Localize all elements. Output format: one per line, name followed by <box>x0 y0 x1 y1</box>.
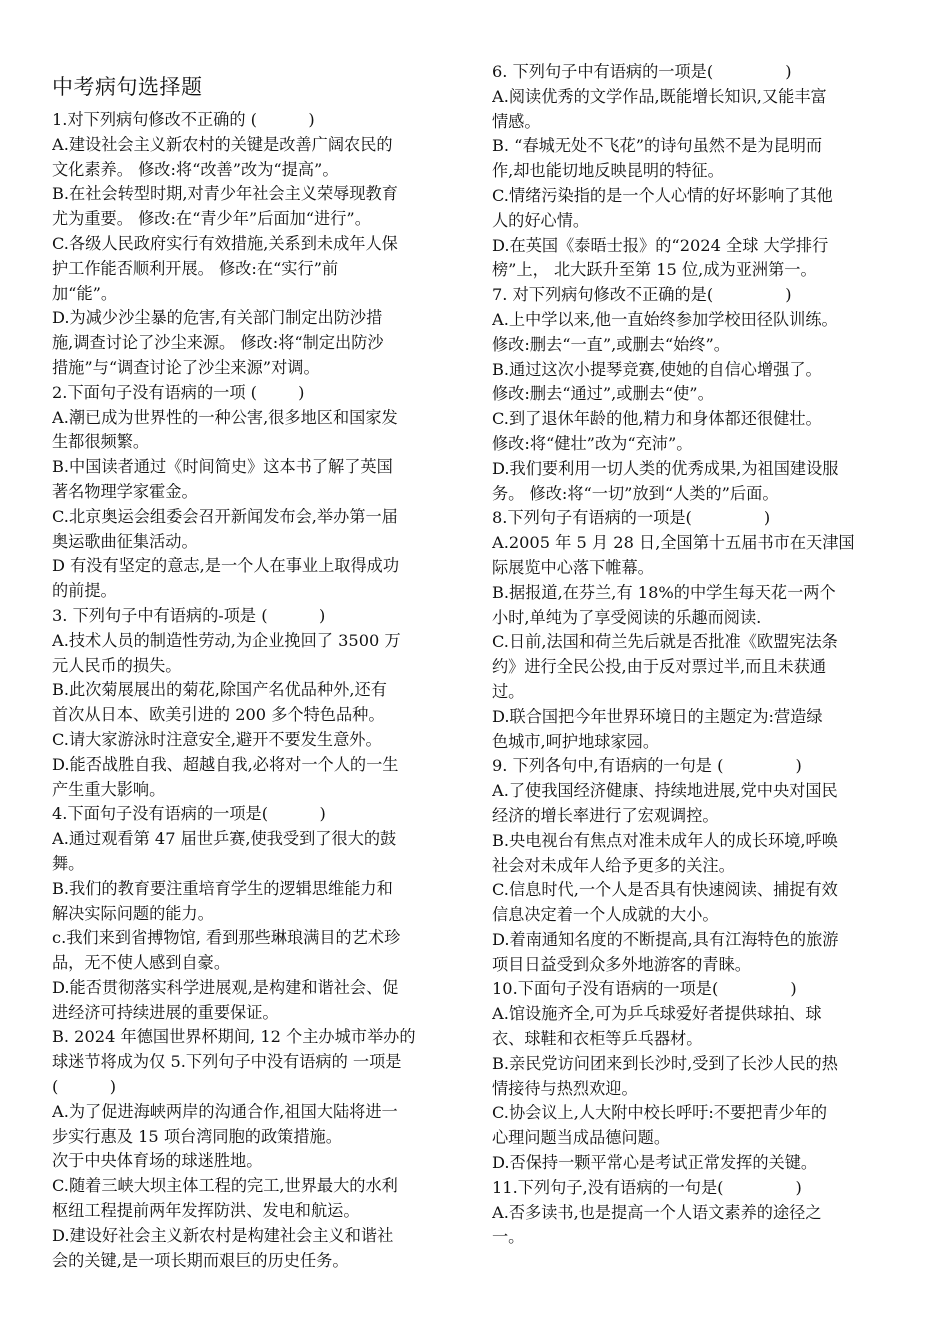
text-line: A.为了促进海峡两岸的沟通合作,祖国大陆将进一 <box>52 1101 398 1121</box>
text-line: B.在社会转型时期,对青少年社会主义荣辱现教育 <box>52 184 398 204</box>
text-line: A.馆设施齐全,可为乒乓球爱好者提供球拍、球 <box>492 1004 822 1024</box>
text-line: c.我们来到省搏物馆, 看到那些琳琅满目的艺术珍 <box>52 928 401 948</box>
text-line: 一。 <box>492 1227 525 1247</box>
text-line: A.建设社会主义新农村的关键是改善广阔农民的 <box>52 134 393 154</box>
text-line: 10.下面句子没有语病的一项是( ) <box>492 979 797 999</box>
text-line: C.各级人民政府实行有效措施,关系到未成年人保 <box>52 233 398 253</box>
text-line: A.潮已成为世界性的一种公害,很多地区和国家发 <box>52 407 398 427</box>
text-line: 奥运歌曲征集活动。 <box>52 531 198 551</box>
text-line: D.为减少沙尘暴的危害,有关部门制定出防沙措 <box>52 308 383 328</box>
text-line: 经济的增长率进行了宏观调控。 <box>492 805 719 825</box>
text-line: D.在英国《泰晤士报》的“2024 全球 大学排行 <box>492 235 829 255</box>
text-line: 产生重大影响。 <box>52 779 166 799</box>
text-line: 约》进行全民公投,由于反对票过半,而且未获通 <box>492 657 827 677</box>
text-line: 作,却也能切地反映昆明的特征。 <box>492 161 724 181</box>
text-line: 修改:删去“通过”,或删去“使”。 <box>492 384 714 404</box>
text-line: B.通过这次小提琴竞赛,使她的自信心增强了。 <box>492 359 822 379</box>
text-line: D 有没有坚定的意志,是一个人在事业上取得成功 <box>52 556 400 576</box>
text-line: 情接待与热烈欢迎。 <box>492 1078 638 1098</box>
text-line: 榜”上， 北大跃升至第 15 位,成为亚洲第一。 <box>492 260 817 280</box>
document-title: 中考病句选择题 <box>52 75 203 99</box>
text-line: D.着南通知名度的不断提高,具有江海特色的旅游 <box>492 929 839 949</box>
text-line: B.据报道,在芬兰,有 18%的中学生每天花一两个 <box>492 582 836 602</box>
text-line: A.通过观看第 47 届世乒赛,使我受到了很大的鼓 <box>52 829 397 849</box>
text-line: A.阅读优秀的文学作品,既能增长知识,又能丰富 <box>492 86 827 106</box>
text-line: 1.对下列病句修改不正确的 ( ) <box>52 110 315 129</box>
text-line: 7. 对下列病句修改不正确的是( ) <box>492 285 792 305</box>
text-line: 际展览中心落下帷幕。 <box>492 557 654 577</box>
text-line: 元人民币的损失。 <box>52 655 182 675</box>
text-line: 会的关键,是一项长期而艰巨的历史任务。 <box>52 1250 349 1270</box>
text-line: 护工作能否顺利开展。 修改:在“实行”前 <box>52 258 339 278</box>
left-column <box>52 60 464 1273</box>
text-line: 球迷节将成为仅 5.下列句子中没有语病的 一项是 <box>52 1052 402 1072</box>
text-line: C.请大家游泳时注意安全,避开不要发生意外。 <box>52 729 382 749</box>
text-line: 舞。 <box>52 853 85 873</box>
text-line: 6. 下列句子中有语病的一项是( ) <box>492 62 792 81</box>
text-line: 信息决定着一个人成就的大小。 <box>492 905 719 925</box>
text-line: D.能否贯彻落实科学进展观,是构建和谐社会、促 <box>52 977 399 997</box>
text-line: 过。 <box>492 681 525 701</box>
text-line: C.协会议上,人大附中校长呼吁:不要把青少年的 <box>492 1103 828 1123</box>
text-line: ( ) <box>52 1077 117 1097</box>
text-line: 人的好心情。 <box>492 210 590 230</box>
text-line: D.我们要利用一切人类的优秀成果,为祖国建设服 <box>492 458 839 478</box>
text-line: 措施”与“调查讨论了沙尘来源”对调。 <box>52 357 320 377</box>
text-line: C.日前,法国和荷兰先后就是否批准《欧盟宪法条 <box>492 632 838 652</box>
left-text-block <box>52 108 464 1273</box>
right-column <box>492 60 904 1250</box>
text-line: 解决实际问题的能力。 <box>52 903 214 923</box>
text-line: 色城市,呵护地球家园。 <box>492 731 660 751</box>
text-line: D.联合国把今年世界环境日的主题定为:营造绿 <box>492 706 823 726</box>
text-line: 首次从日本、欧美引进的 200 多个特色品种。 <box>52 705 385 725</box>
text-line: B.亲民党访问团来到长沙时,受到了长沙人民的热 <box>492 1053 838 1073</box>
text-line: 的前提。 <box>52 581 117 601</box>
text-line: 社会对未成年人给予更多的关注。 <box>492 855 735 875</box>
text-line: B.我们的教育要注重培育学生的逻辑思维能力和 <box>52 878 393 898</box>
text-line: D.否保持一颗平常心是考试正常发挥的关键。 <box>492 1153 818 1173</box>
text-line: C.北京奥运会组委会召开新闻发布会,举办第一届 <box>52 506 398 526</box>
text-line: 心理问题当成品德问题。 <box>492 1128 671 1148</box>
right-text-block <box>492 60 904 1250</box>
text-line: A.2005 年 5 月 28 日,全国第十五届书市在天津国 <box>492 533 855 553</box>
text-line: B. 2024 年德国世界杯期间, 12 个主办城市举办的 <box>52 1027 416 1047</box>
text-line: A.了使我国经济健康、持续地进展,党中央对国民 <box>492 781 838 801</box>
text-line: 品，无不使人感到自豪。 <box>52 953 231 973</box>
text-line: 9. 下列各句中,有语病的一句是 ( ) <box>492 756 802 776</box>
text-line: D.建设好社会主义新农村是构建社会主义和谐社 <box>52 1225 394 1245</box>
text-line: 4.下面句子没有语病的一项是( ) <box>52 804 326 824</box>
text-line: A.上中学以来,他一直始终参加学校田径队训练。 <box>492 309 838 329</box>
text-line: 加“能”。 <box>52 283 118 303</box>
text-line: 项目日益受到众多外地游客的青睐。 <box>492 954 751 974</box>
text-line: 尤为重要。 修改:在“青少年”后面加“进行”。 <box>52 209 371 229</box>
text-line: B.央电视台有焦点对准未成年人的成长环境,呼唤 <box>492 830 838 850</box>
text-line: 著名物理学家霍金。 <box>52 481 198 501</box>
text-line: 3. 下列句子中有语病的-项是 ( ) <box>52 605 326 625</box>
text-line: 务。 修改:将“一切”放到“人类的”后面。 <box>492 483 779 503</box>
text-line: 文化素养。 修改:将“改善”改为“提高”。 <box>52 159 339 179</box>
text-line: B.中国读者通过《时间简史》这本书了解了英国 <box>52 457 393 477</box>
text-line: 次于中央体育场的球迷胜地。 <box>52 1151 263 1171</box>
text-line: C.随着三峡大坝主体工程的完工,世界最大的水利 <box>52 1176 398 1196</box>
text-line: 步实行惠及 15 项台湾同胞的政策措施。 <box>52 1126 342 1146</box>
text-line: 情感。 <box>492 111 541 131</box>
text-line: D.能否战胜自我、超越自我,必将对一个人的一生 <box>52 754 399 774</box>
text-line: C.情绪污染指的是一个人心情的好坏影响了其他 <box>492 185 833 205</box>
text-line: 进经济可持续进展的重要保证。 <box>52 1002 279 1022</box>
text-line: 2.下面句子没有语病的一项 ( ) <box>52 382 305 402</box>
text-line: 小时,单纯为了享受阅读的乐趣而阅读. <box>492 607 762 627</box>
text-line: 衣、球鞋和衣柜等乒乓器材。 <box>492 1029 703 1049</box>
text-line: 修改:删去“一直”,或删去“始终”。 <box>492 334 730 354</box>
text-line: C.信息时代,一个人是否具有快速阅读、捕捉有效 <box>492 880 838 900</box>
text-line: A.技术人员的制造性劳动,为企业挽回了 3500 万 <box>52 630 401 650</box>
text-line: 生都很频繁。 <box>52 432 150 452</box>
text-line: B. “春城无处不飞花”的诗句虽然不是为昆明而 <box>492 136 823 156</box>
text-line: 施,调查讨论了沙尘来源。 修改:将“制定出防沙 <box>52 333 384 353</box>
text-line: C.到了退休年龄的他,精力和身体都还很健壮。 <box>492 409 822 429</box>
text-line: 修改:将“健壮”改为“充沛”。 <box>492 433 693 453</box>
text-line: 8.下列句子有语病的一项是( ) <box>492 508 771 528</box>
text-line: 11.下列句子,没有语病的一句是( ) <box>492 1177 802 1197</box>
text-line: A.否多读书,也是提高一个人语文素养的途径之 <box>492 1202 822 1222</box>
text-line: B.此次菊展展出的菊花,除国产名优品种外,还有 <box>52 680 387 700</box>
text-line: 枢纽工程提前两年发挥防洪、发电和航运。 <box>52 1201 360 1221</box>
